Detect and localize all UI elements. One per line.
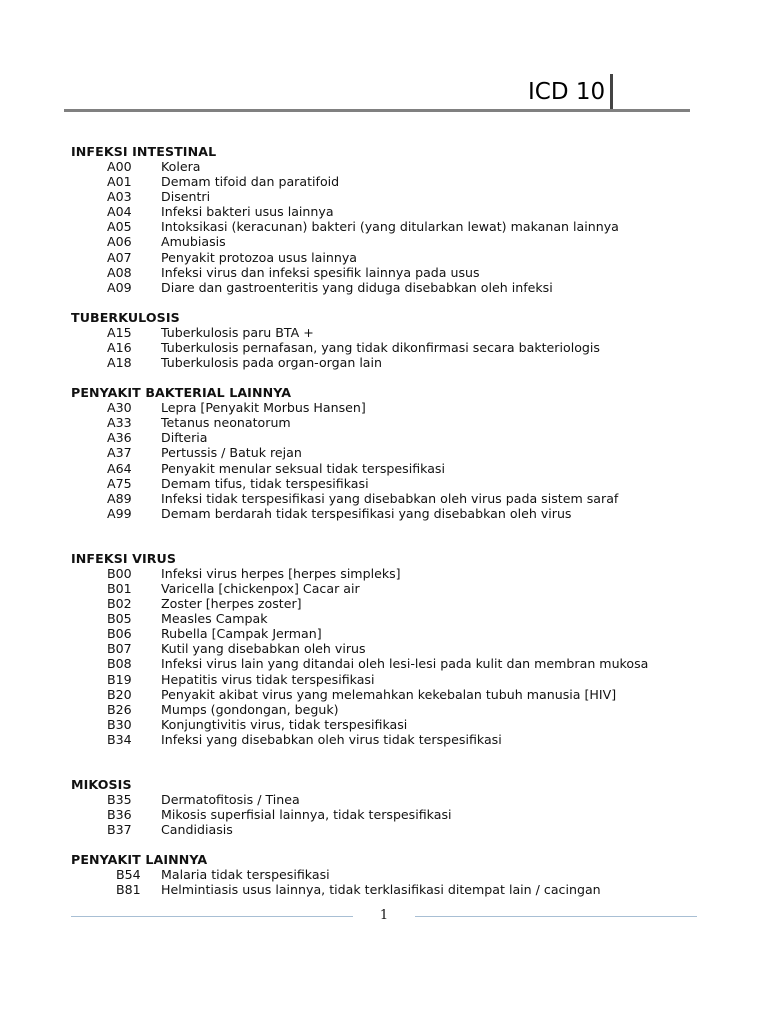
footer-rule-left [71, 916, 353, 917]
code-row [71, 400, 711, 415]
code-row [71, 430, 711, 445]
code-row [71, 566, 711, 581]
icd-description: Dermatofitosis / Tinea [161, 792, 300, 807]
section-title: INFEKSI INTESTINAL [71, 144, 217, 159]
icd-code: B20 [107, 686, 132, 702]
code-row [71, 461, 711, 476]
icd-code: B19 [107, 671, 132, 687]
code-row [71, 174, 711, 189]
icd-code: B35 [107, 792, 132, 807]
code-row [71, 596, 711, 611]
icd-code: A01 [107, 174, 132, 190]
footer-rule-right [415, 916, 697, 917]
icd-description: Tuberkulosis pada organ-organ lain [161, 355, 383, 371]
code-row [71, 611, 711, 626]
icd-description: Infeksi virus herpes [herpes simpleks] [161, 565, 401, 581]
icd-code: B01 [107, 580, 132, 596]
icd-description: Disentri [161, 189, 211, 205]
code-row [71, 340, 711, 355]
icd-code: A99 [107, 505, 132, 521]
code-row [71, 234, 711, 249]
icd-description: Demam berdarah tidak terspesifikasi yang disebabkan oleh virus [161, 505, 572, 521]
icd-description: Infeksi yang disebabkan oleh virus tidak terspesifikasi [161, 731, 502, 747]
code-row [71, 506, 711, 521]
code-row [71, 204, 711, 219]
section-title: PENYAKIT BAKTERIAL LAINNYA [71, 385, 292, 401]
icd-code: A75 [107, 475, 132, 491]
icd-code: A08 [107, 264, 132, 280]
icd-description: Rubella [Campak Jerman] [161, 626, 322, 642]
icd-code: B30 [107, 716, 132, 732]
code-row [71, 807, 711, 822]
code-row [71, 280, 711, 295]
icd-code: B37 [107, 822, 132, 838]
icd-code: A04 [107, 204, 132, 220]
code-row [71, 656, 711, 671]
page-number: 1 [379, 908, 389, 923]
icd-description: Tuberkulosis pernafasan, yang tidak dikonfirmasi secara bakteriologis [161, 339, 600, 355]
icd-description: Difteria [161, 430, 208, 446]
icd-code: A89 [107, 490, 132, 506]
icd-description: Lepra [Penyakit Morbus Hansen] [161, 400, 366, 416]
code-row [71, 355, 711, 370]
icd-description: Mumps (gondongan, beguk) [161, 701, 339, 717]
section-title: MIKOSIS [71, 777, 132, 792]
icd-description: Amubiasis [161, 234, 226, 250]
icd-code: A30 [107, 400, 132, 416]
section-title: PENYAKIT LAINNYA [71, 852, 208, 868]
icd-code: A03 [107, 189, 132, 205]
icd-code: A15 [107, 324, 132, 340]
icd-description: Intoksikasi (keracunan) bakteri (yang ditularkan lewat) makanan lainnya [161, 219, 619, 235]
icd-code: B26 [107, 701, 132, 717]
icd-code: B81 [116, 882, 141, 898]
code-row [71, 581, 711, 596]
icd-code: A06 [107, 234, 132, 250]
icd-code: A16 [107, 339, 132, 355]
icd-description: Zoster [herpes zoster] [161, 596, 302, 612]
icd-code: B34 [107, 731, 132, 747]
code-row [71, 867, 711, 882]
code-row [71, 717, 711, 732]
icd-description: Penyakit menular seksual tidak terspesifikasi [161, 460, 445, 476]
icd-description: Measles Campak [161, 611, 268, 627]
code-row [71, 732, 711, 747]
icd-description: Demam tifus, tidak terspesifikasi [161, 475, 369, 491]
icd-code: A00 [107, 159, 132, 174]
icd-code: B00 [107, 565, 132, 581]
section-mikosis [71, 777, 711, 837]
icd-description: Infeksi tidak terspesifikasi yang disebabkan oleh virus pada sistem saraf [161, 490, 619, 506]
code-row [71, 219, 711, 234]
section-penyakit-lainnya [71, 852, 711, 897]
icd-description: Hepatitis virus tidak terspesifikasi [161, 671, 375, 687]
icd-code: B36 [107, 807, 132, 823]
icd-description: Konjungtivitis virus, tidak terspesifikasi [161, 716, 408, 732]
section-title: TUBERKULOSIS [71, 309, 180, 325]
icd-code: A07 [107, 249, 132, 265]
icd-code: A05 [107, 219, 132, 235]
section-infeksi-virus [71, 551, 711, 747]
icd-code: B05 [107, 611, 132, 627]
code-row [71, 325, 711, 340]
icd-description: Demam tifoid dan paratifoid [161, 174, 340, 190]
icd-description: Pertussis / Batuk rejan [161, 445, 302, 461]
section-infeksi-intestinal [71, 144, 711, 295]
icd-description: Varicella [chickenpox] Cacar air [161, 580, 360, 596]
icd-description: Mikosis superfisial lainnya, tidak terspesifikasi [161, 807, 452, 823]
icd-description: Malaria tidak terspesifikasi [161, 867, 330, 883]
header-vertical-bar [610, 74, 613, 110]
code-row [71, 250, 711, 265]
icd-description: Kutil yang disebabkan oleh virus [161, 641, 366, 657]
icd-description: Tuberkulosis paru BTA + [161, 324, 314, 340]
code-row [71, 672, 711, 687]
icd-code: B08 [107, 656, 132, 672]
icd-description: Diare dan gastroenteritis yang diduga disebabkan oleh infeksi [161, 279, 553, 295]
code-row [71, 415, 711, 430]
icd-code: A18 [107, 355, 132, 371]
icd-code: A36 [107, 430, 132, 446]
code-row [71, 882, 711, 897]
icd-description: Penyakit akibat virus yang melemahkan kekebalan tubuh manusia [HIV] [161, 686, 617, 702]
code-row [71, 687, 711, 702]
icd-code: A64 [107, 460, 132, 476]
code-row [71, 702, 711, 717]
icd-code: B07 [107, 641, 132, 657]
section-title: INFEKSI VIRUS [71, 550, 177, 566]
code-row [71, 476, 711, 491]
icd-code: B06 [107, 626, 132, 642]
code-row [71, 626, 711, 641]
code-row [71, 265, 711, 280]
icd-description: Kolera [161, 159, 201, 174]
icd-description: Candidiasis [161, 822, 233, 838]
icd-description: Infeksi bakteri usus lainnya [161, 204, 334, 220]
icd-description: Tetanus neonatorum [161, 415, 291, 431]
section-penyakit-bakterial-lainnya [71, 385, 711, 521]
code-row [71, 491, 711, 506]
code-row [71, 822, 711, 837]
icd-code: A37 [107, 445, 132, 461]
icd-code-list [71, 144, 711, 912]
page-header-title: ICD 10 [528, 79, 606, 105]
icd-description: Helmintiasis usus lainnya, tidak terklasifikasi ditempat lain / cacingan [161, 882, 601, 898]
code-row [71, 792, 711, 807]
section-tuberkulosis [71, 310, 711, 370]
icd-description: Infeksi virus lain yang ditandai oleh lesi-lesi pada kulit dan membran mukosa [161, 656, 649, 672]
icd-code: A33 [107, 415, 132, 431]
icd-code: B54 [116, 867, 141, 883]
icd-code: A09 [107, 279, 132, 295]
code-row [71, 159, 711, 174]
icd-description: Infeksi virus dan infeksi spesifik lainnya pada usus [161, 264, 480, 280]
code-row [71, 641, 711, 656]
icd-description: Penyakit protozoa usus lainnya [161, 249, 357, 265]
code-row [71, 445, 711, 460]
header-rule [64, 109, 690, 112]
icd-code: B02 [107, 596, 132, 612]
code-row [71, 189, 711, 204]
